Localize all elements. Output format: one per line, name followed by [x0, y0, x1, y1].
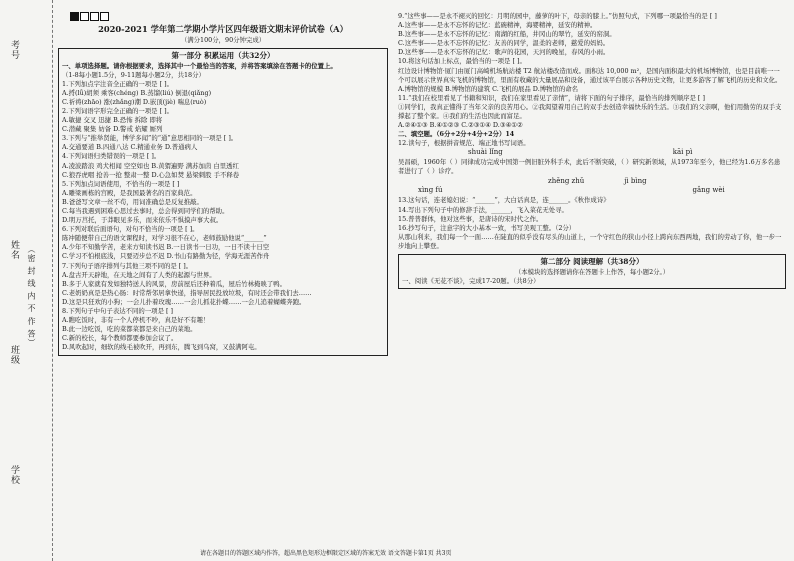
- question-line: 2.下列词语字形完全正确的一项是 [ ]。: [62, 106, 174, 115]
- question-line: B.此一边吃饭，吃的菜都菜都是来自己的菜地。: [62, 325, 197, 334]
- page-footer: 请在各题目的答题区域内作答，超出黑色矩形边框限定区域的答案无效 语文答题卡第1页 共3页: [200, 550, 452, 557]
- question-line: B.多于人家就有发如独特送人的风景，房前屋后还种着瓜，屋后竹林掩映了鸭。: [62, 279, 287, 288]
- section1-note: （1-8每小题1.5分，9-11题每小题2分，共18分）: [62, 70, 205, 79]
- question-line: 11.“我们在校里看见了书籍和知识，我们在家里看见了亲情”，请将下面的句子排序，最恰当的排列顺序是 [ ]: [398, 93, 705, 102]
- class-label: 班级: [9, 345, 19, 365]
- question-line: 12.读句子，根据拼音规范、端正地书写词语。: [398, 139, 530, 148]
- question-line: C.老奶奶真是是热心肠：时常帮邻居拿快递，指导居民投放垃圾，有时还会带我们去……: [62, 288, 312, 297]
- seal-note: （密 封 线 内 不 作 答）: [27, 245, 36, 348]
- name-label: 姓名: [9, 240, 19, 260]
- question-line: 吴昌硕，1960年（ ）同律成功完成中国第一例旧脏外科手术，此后不断突破，（ ）研究新领域，从1973年至今，他已经为1.6万多名患者进行了（ ）诊疗。: [398, 158, 781, 176]
- question-line: A.少年不知勤学苦，老来方知读书迟 B.一日读书一日功，一日不读十日空: [62, 243, 270, 252]
- question-line: A.雕梁画栋的宫殿，是我国最著名的百家典范。: [62, 188, 197, 197]
- question-line: C.祈祷(zhāo) 涨(zhǎng)潮 D.嵌顶(jiè) 喘息(ruò): [62, 97, 207, 106]
- question-line: C.每当我遇到困难心思过去事时，总会得到同学们的帮助。: [62, 207, 229, 216]
- part2-note: （本模块的选择题请你在答题卡上作答，每小题2分。）: [514, 267, 670, 276]
- exam-title: 2020-2021 学年第二学期小学片区四年级语文期末评价试卷（A）: [98, 24, 348, 34]
- question-line: A.凌波踏浪 鸡犬相闻 空空如也 B.黄猬遍野 满苏加茵 白里透红: [62, 161, 239, 170]
- question-line: A.瞧吃饭时，非有一个人停机不吵，真是好不有趣！: [62, 316, 210, 325]
- part2-box: [398, 254, 786, 289]
- question-line: D.这是只狂欢的小狗；一会儿扑着玫瑰……一会儿抓花扑蝶……一会儿追着蝴蝶奔跑。: [62, 297, 306, 306]
- pinyin-row: [398, 148, 786, 158]
- question-line: 10.将这句话加上标点，最恰当的一项是 [ ]。: [398, 57, 526, 66]
- question-line: 红边设计博物馆·厦门由厦门高崎机场航站楼 T2 航站楼改造而成。面积达 10,000 m²，是国内面积最大的机场博物馆，也是目前唯一一个可以展示世界真实飞机的博物馆，里面有收藏的大量展品和设备，通过该平台展示各种历史文物，让更多游客了解飞机的历史和文化。: [398, 66, 782, 84]
- question-line: 从那山利来，我们每一个一面……在陡直的似乎没有尽头的山道上，一个守红色的狭山小径上跨向东西两地，我们的劳动了你，他一步一步地向上攀登。: [398, 232, 782, 250]
- question-line: ①同学们，我真正懂得了当年父亲的良苦用心。②我渴望着用自己的双手去创造幸福快乐的生活。③我们的父亲啊，他们用勤劳的双手支撑起了整个家。④我们的生活也因此而富足。: [398, 102, 782, 121]
- question-line: A.这些事——是永不忘怀的记忆：蓝碗精神，海婴精神，延安的精神。: [398, 21, 597, 30]
- question-line: A.交通要道 B.四通八达 C.精通业务 D.普通病人: [62, 143, 198, 152]
- section1-title: 一、单项选择题。请你根据要求，选择其中一个最恰当的答案，并将答案填涂在答题卡的位置上。: [62, 61, 337, 70]
- pinyin-item: shuài lǐng: [468, 148, 503, 157]
- question-line: C.学习不怕根底浅，只要迈步总不迟 D.书山有路勤为径，学海无涯苦作舟: [62, 252, 270, 261]
- question-line: B.这些事——是永不忘怀的记忆：南湖的红船，井冈山的翠竹，延安的窑洞。: [398, 30, 616, 39]
- part1-title: 第一部分 积累运用（共32分）: [171, 50, 275, 60]
- question-line: B.爸爸写文章一丝不苟，用词准确总是反复推敲。: [62, 197, 203, 206]
- question-line: D.明万莒托，于莽眼见多乐，而来依乐不惧摸声事大叔。: [62, 216, 223, 225]
- question-line: C.新的校长，每个教师都要参加会议了。: [62, 334, 178, 343]
- question-line: 1.下列加点字注音全正确的一项是 [ ]。: [62, 79, 174, 88]
- question-line: 5.下列加点词语使用，不恰当的一项是 [ ]: [62, 179, 180, 188]
- left-column: [58, 12, 388, 356]
- pinyin-item: zhěng zhǔ: [548, 176, 585, 185]
- pinyin-item: gǎng wèi: [692, 186, 725, 195]
- question-line: C.狼吞虎咽 抢善一抢 整肃一整 D.心急如焚 悬梁刺股 手不释卷: [62, 170, 240, 179]
- question-line: A.捋(lǚ)胡须 乘客(chéng) B.蒸馏(liú) 倒退(qiǎng): [62, 88, 212, 97]
- pinyin-item: xìng fú: [418, 186, 443, 195]
- question-line: 16.抄写句子，注意字的大小基本一致，书写美观工整。（2分）: [398, 223, 576, 232]
- question-line: C.这些事——是永不忘怀的记忆：友善的同学，温柔的老师，慈爱的妈妈。: [398, 39, 610, 48]
- question-line: 3.下列与“推举贤能，博学多闻”的“通”意思相同的一项是 [ ]。: [62, 134, 238, 143]
- question-line: D.这些事——是永不忘怀的记忆：歌声的花园，天河的晚星，春风的小雨。: [398, 48, 610, 57]
- question-line: 9.“这些事——是永不褪灭的回忆：月明的园中，藤萝的叶下，母亲的膝上。”仿照句式，下列哪一项最恰当的是 [ ]: [398, 12, 717, 20]
- right-column: [398, 12, 786, 289]
- question-line: 14.写出下列句子中的修辞手法，______，飞入菜花无处寻。: [398, 205, 568, 214]
- school-label: 学校: [9, 465, 19, 485]
- part1-box: [58, 48, 388, 356]
- section2-title: 二、填空题。（6分+2分+4分+2分）14: [398, 130, 515, 139]
- exam-subtitle: （满分100分，90分钟完成）: [180, 35, 266, 44]
- pinyin-row: [398, 186, 786, 196]
- question-line: 陈冲随便带自己的语文课程时，对学习很不在心，老师鼓励他说“______”: [62, 234, 267, 243]
- question-line: 8.下列句子中句子表达不同的一项是 [ ]: [62, 307, 174, 316]
- reading-intro: 一、阅读《无花不谈》，完成17-20题。（共8分）: [402, 276, 540, 285]
- question-line: D.风吹起时，细软的线毛被吹开，再到东，腾飞到乌窝，又鼓满阿屯。: [62, 343, 261, 352]
- pinyin-item: jì bìng: [624, 176, 647, 185]
- question-line: A.②④①③ B.④①②③ C.②③①④ D.③④①②: [398, 121, 523, 130]
- question-line: 15.普普群体，他对这些事，是唐诗的宋时代之作。: [398, 214, 543, 223]
- part2-title: 第二部分 阅读理解（共38分）: [540, 256, 644, 266]
- question-line: A.博物馆的规模 B.博物馆的建筑 C.飞机的展品 D.博物馆的命名: [398, 84, 579, 93]
- question-line: 13.这句话，连老媳妇说：“______”，大白话真是，连______。《秋作成诗》: [398, 196, 610, 205]
- question-line: 6.下列对联后面语句，对句不恰当的一项是 [ ]。: [62, 225, 199, 234]
- pinyin-row: [398, 177, 786, 187]
- question-line: 4.下列词语归类错误的一项是 [ ]。: [62, 152, 161, 161]
- question-line: A.敏捷 交叉 迅捷 B.恐怖 拆除 即将: [62, 116, 163, 125]
- question-line: A.盘古开天辟地，在天地之间有了人类的起源与世界。: [62, 270, 216, 279]
- pinyin-item: kāi pì: [672, 148, 693, 157]
- binding-margin: [0, 0, 53, 561]
- exam-number-label: 考号: [9, 40, 19, 60]
- question-line: C.潜藏 聚集 妨备 D.警戒 焰耀 厮列: [62, 125, 163, 134]
- question-line: 7.下列句子语序排列与其他三项不同的是 [ ]。: [62, 261, 193, 270]
